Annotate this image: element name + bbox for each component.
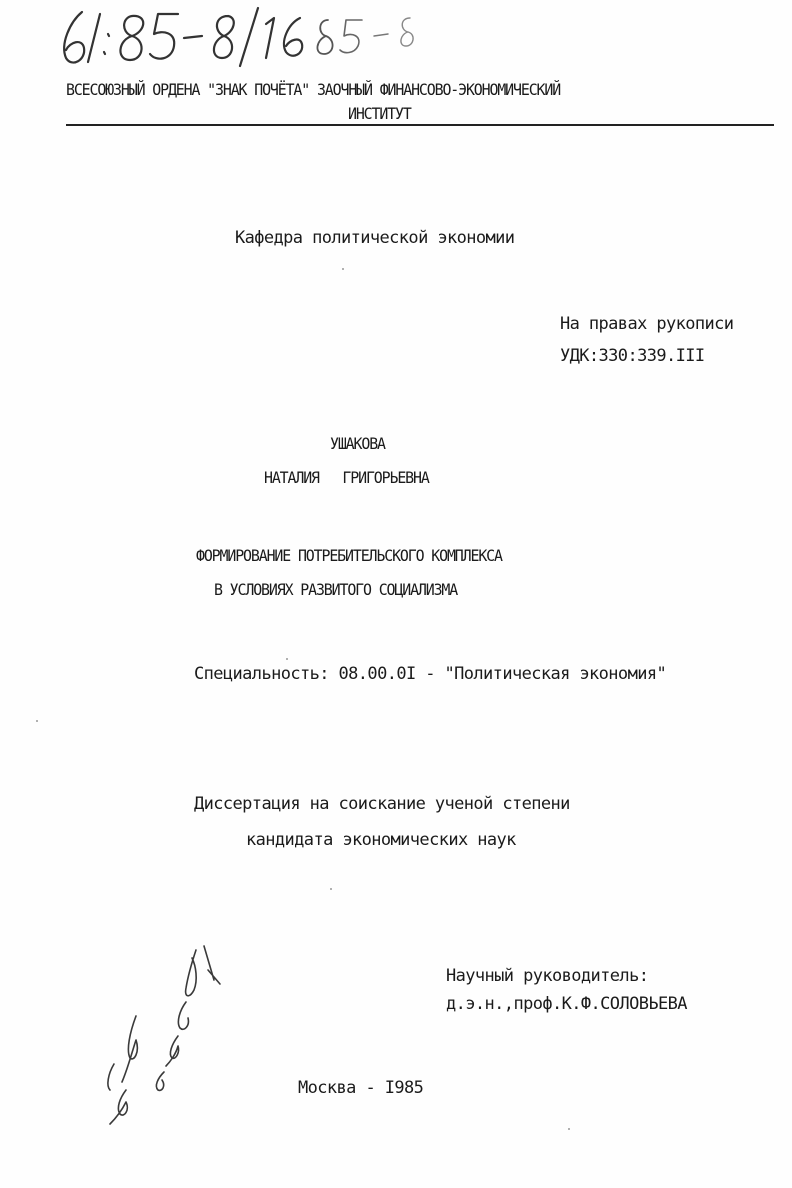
scan-speck <box>342 268 344 270</box>
handwritten-archive-code <box>52 0 492 72</box>
supervisor-label: Научный руководитель: <box>446 966 649 986</box>
scan-speck <box>568 1128 570 1130</box>
manuscript-rights-note: На правах рукописи <box>560 314 734 334</box>
handwritten-signature <box>96 940 246 1130</box>
institute-name-line2: ИНСТИТУТ <box>348 104 411 123</box>
institute-name-line1: ВСЕСОЮЗНЫЙ ОРДЕНА "ЗНАК ПОЧЁТА" ЗАОЧНЫЙ ФИНАНСОВО-ЭКОНОМИЧЕСКИЙ <box>66 80 561 99</box>
specialty: Специальность: 08.00.0I - "Политическая экономия" <box>194 664 667 684</box>
author-surname: УШАКОВА <box>330 434 385 453</box>
city-and-year: Москва - I985 <box>298 1078 424 1098</box>
supervisor-name: д.э.н.,проф.К.Ф.СОЛОВЬЕВА <box>446 994 687 1014</box>
degree-line1: Диссертация на соискание ученой степени <box>194 794 570 814</box>
dissertation-title-line1: ФОРМИРОВАНИЕ ПОТРЕБИТЕЛЬСКОГО КОМПЛЕКСА <box>196 546 502 565</box>
scan-speck <box>36 720 38 722</box>
dissertation-title-line2: В УСЛОВИЯХ РАЗВИТОГО СОЦИАЛИЗМА <box>214 580 458 599</box>
udc-code: УДК:330:339.III <box>560 346 705 366</box>
header-underline <box>66 124 774 126</box>
author-given-names: НАТАЛИЯ ГРИГОРЬЕВНА <box>264 468 429 487</box>
scan-speck <box>286 658 288 660</box>
department-name: Кафедра политической экономии <box>235 228 515 248</box>
scan-speck <box>330 888 332 890</box>
degree-line2: кандидата экономических наук <box>246 830 516 850</box>
